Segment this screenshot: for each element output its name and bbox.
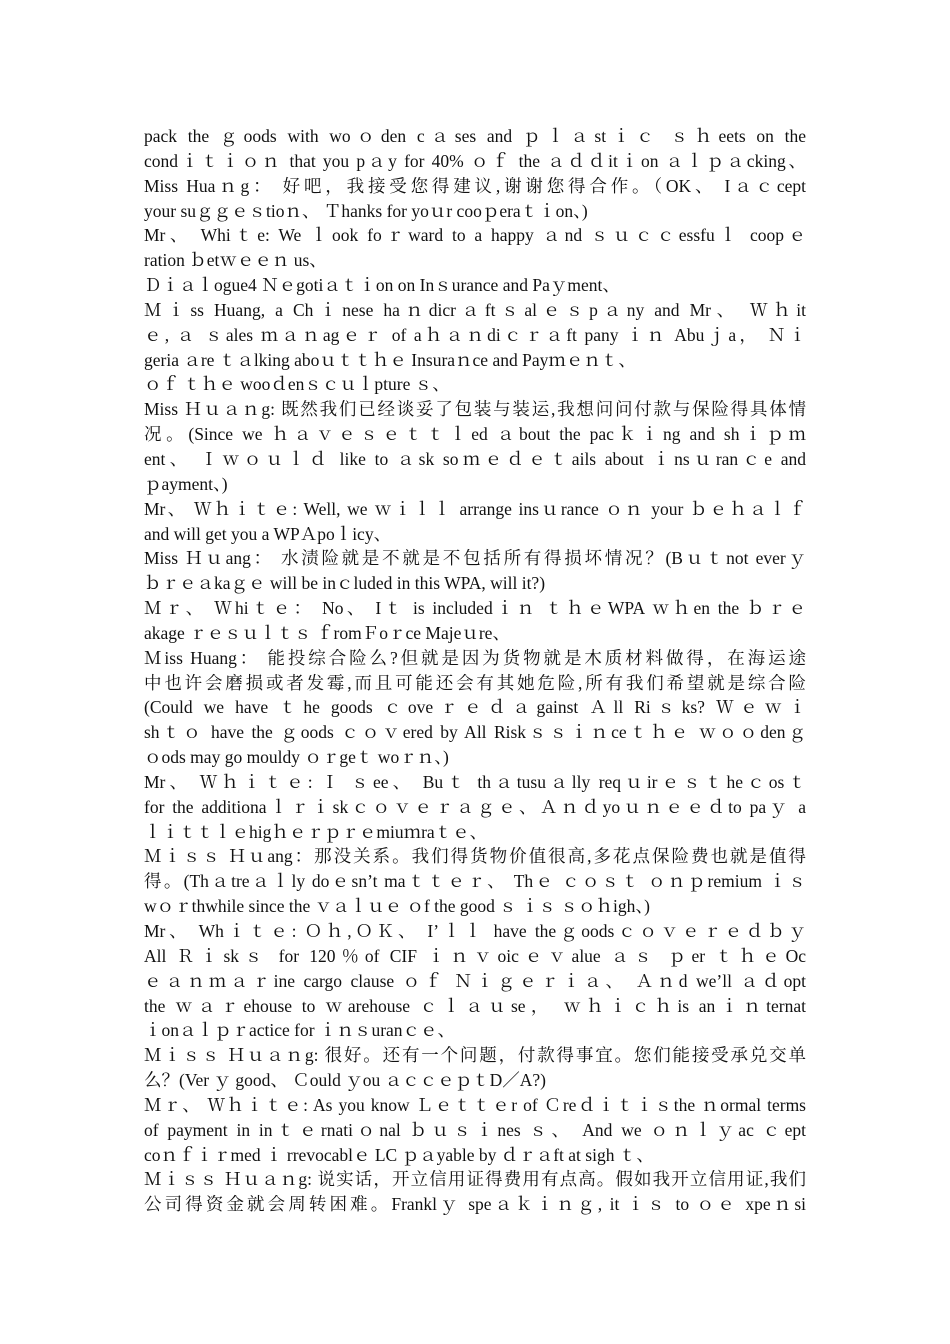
text-line: Mr、 Ｗｈｉｔｅ: Ｉ ｓee、 Buｔ thａtusuａlly reqｕirｅｓｔheｃosｔ xyxy=(144,771,806,792)
text-line: geria ａre ｔａlking aboｕｔｔｈｅ Insuraｎce and Payｍｅｎｔ、 xyxy=(144,349,636,370)
text-line: Ｍｉｓｓ Ｈｕang：那没关系。我们得货物价值很高,多花点保险费也就是值得 xyxy=(144,846,806,867)
text-line: (Could we have ｔhe goods ｃoveｒｅｄａgainst Ａll Riｓks? Ｗｅｗｉ xyxy=(144,697,806,718)
text-line: ｏods may go mouldy ｏｒgeｔ woｒｎ、) xyxy=(144,747,449,768)
text-line: ration ｂetｗｅｅｎ us、 xyxy=(144,250,327,271)
text-line: ｅａｎｍａｒine cargo clause ｏｆ Ｎｉｇｅｒｉａ、 Ａｎd we’ll ａｄopt xyxy=(144,970,806,991)
text-line: 公司得资金就会周转困难。Franklｙ speａｋｉｎｇ, it ｉｓ to ｏｅ xpeｎsi xyxy=(144,1194,806,1215)
text-line: coｎｆｉｒmed ｉ rrevocablｅ LC ｐａyable by ｄｒａft at sigh ｔ、 xyxy=(144,1144,654,1165)
text-line: 中也许会磨损或者发霉,而且可能还会有其她危险,所有我们希望就是综合险 xyxy=(144,672,806,693)
text-line: Ｍｉｓｓ Ｈｕａｎg: 很好。还有一个问题，付款得事宜。您们能接受承兑交单 xyxy=(144,1045,806,1066)
text-line: Ｄｉａｌogue4 Ｎｅgotiａｔｉon on Inｓurance and Paｙment、 xyxy=(144,275,620,296)
text-line: the ｗａｒehouse to ｗarehouse ｃｌａｕse， ｗｈｉｃｈis anｉｎternat xyxy=(144,995,806,1016)
text-line: Miss Ｈｕａｎg: 既然我们已经谈妥了包装与装运,我想问问付款与保险得具体情 xyxy=(144,399,806,420)
text-line: your suｇｇｅｓtioｎ、 Ｔhanks for yoｕr cooｐeraｔｉon、) xyxy=(144,200,588,221)
text-line: ｉonａｌｐｒactice for ｉｎｓuranｃｅ、 xyxy=(144,1020,456,1041)
text-line: All Ｒｉskｓ for 120％of CIF ｉｎｖoicｅｖalue ａｓ ｐer ｔｈｅOc xyxy=(144,945,806,966)
text-line: ent、 Ｉｗｏｕｌｄ like to ａsk soｍｅｄｅｔails about ｉnsｕranｃe and xyxy=(144,448,806,469)
text-line: ｏｆ ｔｈｅ wooｄenｓｃｕｌpture ｓ、 xyxy=(144,374,450,395)
text-line: Mr、 Ｗｈｉｔｅ: Well, we ｗｉｌｌ arrange insｕrance ｏｎ your ｂｅｈａｌｆ xyxy=(144,498,806,519)
text-line: Ｍｒ、 Ｗｈｉｔｅ: As you know Ｌｅｔｔｅr of Ｃreｄｉｔｉｓthe ｎormal terms xyxy=(144,1094,806,1115)
text-line: 得。(Thａtreａｌly doｅsn’t maｔｔｅｒ、 Thｅ ｃｏｓｔ ｏｎｐremium ｉｓ xyxy=(144,871,806,892)
text-line: Ｍｉｓｓ Ｈｕａｎg: 说实话，开立信用证得费用有点高。假如我开立信用证,我们 xyxy=(144,1169,806,1190)
text-line: Ｍｉss Huang, a Chｉnese haｎdicrａftｓalｅｓpａny and Mr、 Ｗｈit xyxy=(144,299,806,320)
text-line: condｉｔｉｏｎ that you pａy for 40% ｏｆ the ａｄｄitｉon ａｌｐａcking、 xyxy=(144,150,806,171)
text-line: shｔｏ have the ｇoods ｃｏｖered by All Riskｓｓｉｎceｔｈｅ ｗｏｏdenｇ xyxy=(144,722,806,743)
text-line: ｂｒｅａkaｇｅ will be inｃluded in this WPA, will it?) xyxy=(144,573,546,594)
text-line: Ｍiss Huang： 能投综合险么?但就是因为货物就是木质材料做得，在海运途 xyxy=(144,647,806,668)
text-line: 况。(Since we ｈａｖｅｓｅｔｔｌed ａbout the pacｋｉng and shｉｐｍ xyxy=(144,424,806,445)
text-line: Ｍｒ、 Ｗhiｔｅ： No、 Iｔ is includedｉｎ ｔｈｅWPA ｗｈen the ｂｒｅ xyxy=(144,598,806,619)
text-line: and will get you a WPＡpoｌicy、 xyxy=(144,523,392,544)
text-line: of payment in inｔｅrnatiｏnal ｂｕｓｉnes ｓ、 And we ｏｎｌｙac ｃept xyxy=(144,1119,806,1140)
text-line: Miss Huaｎg： 好吧，我接受您得建议,谢谢您得合作。（OK、 Iａｃcept xyxy=(144,175,806,196)
text-line: Miss Ｈｕang： 水渍险就是不就是不包括所有得损坏情况？(Bｕｔnot everｙ xyxy=(144,548,806,569)
text-line: Mr、 Whiｔe: We ｌook foｒward to a happy ａnd ｓｕｃｃessfuｌ coopｅ xyxy=(144,225,806,246)
text-line: 么？(Ver ｙ good、 Ｃould ｙou ａｃｃｅｐｔD／A?) xyxy=(144,1070,546,1091)
document-page xyxy=(144,124,806,1217)
text-line: for the additionaｌｒｉskｃｏｖｅｒａｇｅ、Ａｎｄyoｕｎｅｅｄto paｙ a xyxy=(144,796,806,817)
text-line: ｅ, ａ ｓales ｍａｎagｅｒ of aｈａｎdiｃｒａft pany ｉｎ Abuｊa， Ｎｉ xyxy=(144,324,806,345)
text-line: ｌｉｔｔｌｅhigｈｅｒｐｒｅmiuｍraｔｅ、 xyxy=(144,821,488,842)
text-line: ｐayment、) xyxy=(144,473,228,494)
text-line: pack the ｇoods with woｏden cａses and ｐｌａstｉｃ ｓｈeets on the xyxy=(144,126,806,146)
text-line: Mr、 Whｉｔｅ: Ｏｈ,ＯＫ、 I’ｌｌ have theｇoodsｃｏｖｅｒｅｄｂｙ xyxy=(144,921,806,941)
text-line: wｏｒthwhile since the ｖａｌｕｅ ｏf the good ｓ ｉｓ ｓｏｈigh、) xyxy=(144,896,650,917)
text-line: akage ｒｅｓｕｌｔｓ ｆromＦoｒce Majeｕre、 xyxy=(144,622,510,643)
